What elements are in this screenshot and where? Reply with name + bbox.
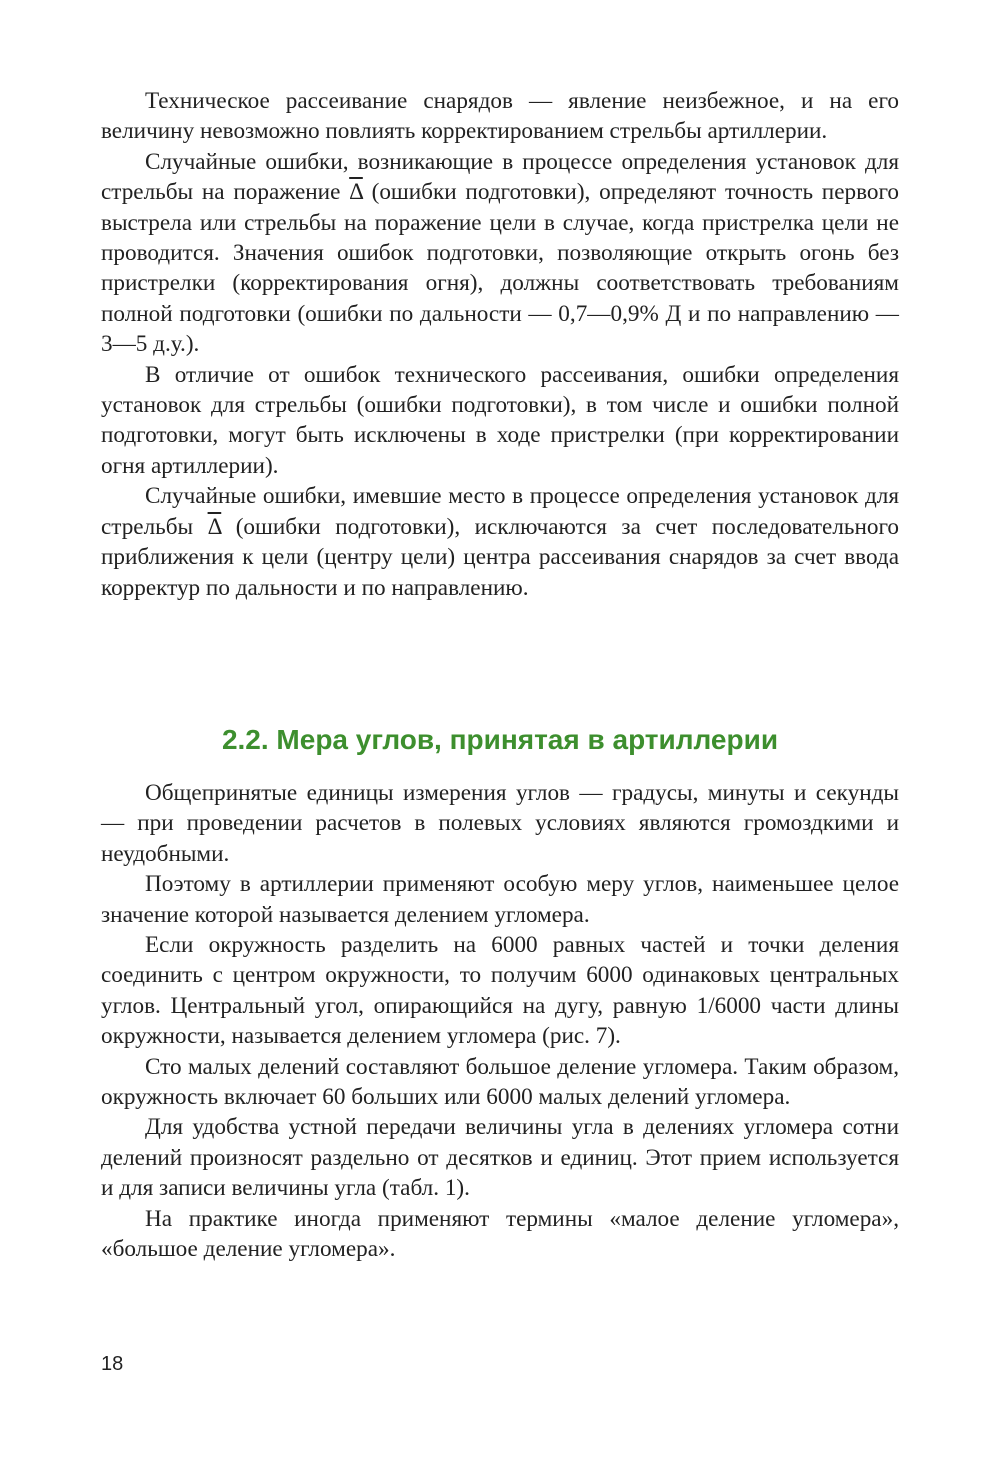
paragraph-6: Поэтому в артиллерии применяют особую меру углов, наименьшее целое значение которой называется делением угломера. bbox=[101, 871, 899, 928]
paragraph-4 bbox=[101, 481, 899, 603]
section-2-body bbox=[101, 778, 899, 1265]
delta-symbol: $\overline{\Delta}$ bbox=[207, 513, 222, 540]
paragraph-2-part-a: Случайные ошибки, возникающие в процессе определения установок для стрельбы на поражение bbox=[101, 148, 899, 206]
paragraph-5: Общепринятые единицы измерения углов — градусы, минуты и секунды — при проведении расчетов в полевых условиях являются громоздкими и неудобными. bbox=[101, 780, 899, 867]
paragraph-2-part-b: (ошибки подготовки), определяют точность первого выстрела или стрельбы на поражение цели в случае, когда пристрелка цели не проводится. Значения ошибок подготовки, позволяющие открыть огонь без пристрелки (корректирования огня), должны соответствовать требованиям полной подготовки (ошибки по дальности — 0,7—0,9% Д и по направлению — 3—5 д.у.). bbox=[101, 179, 899, 358]
paragraph-3: В отличие от ошибок технического рассеивания, ошибки определения установок для стрельбы (ошибки подготовки), в том числе и ошибки полной подготовки, могут быть исключены в ходе пристрелки (при корректировании огня артиллерии). bbox=[101, 361, 899, 479]
paragraph-4-part-a: Случайные ошибки, имевшие место в процессе определения установок для стрельбы bbox=[101, 483, 899, 540]
paragraph-9: Для удобства устной передачи величины угла в делениях угломера сотни делений произносят раздельно от десятков и единиц. Этот прием используется и для записи величины угла (табл. 1). bbox=[101, 1114, 899, 1202]
paragraph-8: Сто малых делений составляют большое деление угломера. Таким образом, окружность включает 60 больших или 6000 малых делений угломера. bbox=[101, 1053, 899, 1111]
paragraph-1: Техническое рассеивание снарядов — явление неизбежное, и на его величину невозможно повлиять корректированием стрельбы артиллерии. bbox=[101, 88, 899, 145]
paragraph-10: На практике иногда применяют термины «малое деление угломера», «большое деление угломера». bbox=[101, 1205, 899, 1263]
paragraph-4-part-b: (ошибки подготовки), исключаются за счет последовательного приближения к цели (центру цели) центра рассеивания снарядов за счет ввода корректур по дальности и по направлению. bbox=[101, 513, 899, 601]
section-heading: 2.2. Мера углов, принятая в артиллерии bbox=[221, 724, 779, 755]
page-number: 18 bbox=[101, 1353, 124, 1375]
delta-symbol: $\overline{\Delta}$ bbox=[349, 179, 363, 206]
section-1-body bbox=[101, 86, 899, 603]
paragraph-7: Если окружность разделить на 6000 равных частей и точки деления соединить с центром окружности, то получим 6000 одинаковых центральных углов. Центральный угол, опирающийся на дугу, равную 1/6000 части длины окружности, называется делением угломера (рис. 7). bbox=[101, 932, 899, 1050]
paragraph-2 bbox=[101, 147, 899, 360]
